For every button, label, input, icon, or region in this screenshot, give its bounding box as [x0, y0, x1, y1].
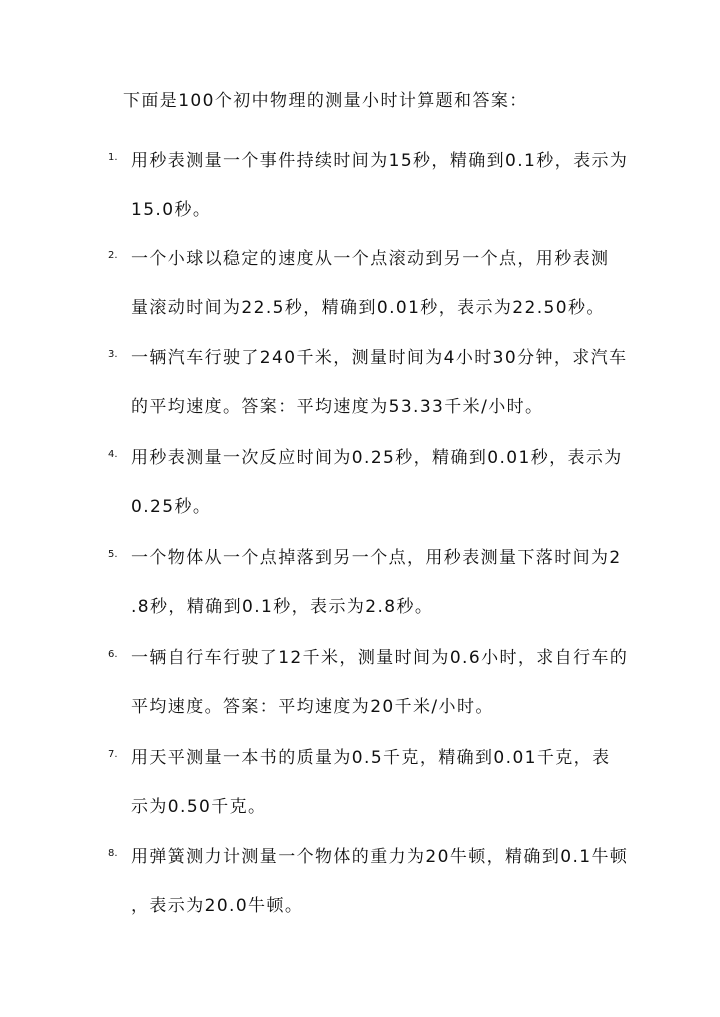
item-text-line: 的平均速度。答案：平均速度为53.33千米/小时。: [131, 397, 544, 417]
item-number: 8.: [108, 848, 118, 859]
item-text-line: 用秒表测量一个事件持续时间为15秒，精确到0.1秒，表示为: [131, 151, 629, 171]
item-number: 3.: [108, 349, 118, 360]
item-number: 5.: [108, 549, 118, 560]
item-text-line: ，表示为20.0牛顿。: [131, 896, 304, 916]
item-text-line: 0.25秒。: [131, 497, 212, 517]
item-text-line: .8秒，精确到0.1秒，表示为2.8秒。: [131, 597, 434, 617]
item-number: 4.: [108, 449, 118, 460]
item-text-line: 一个小球以稳定的速度从一个点滚动到另一个点，用秒表测: [131, 249, 610, 269]
item-text-line: 用天平测量一本书的质量为0.5千克，精确到0.01千克，表: [131, 748, 611, 768]
item-number: 2.: [108, 250, 118, 261]
item-text-line: 一个物体从一个点掉落到另一个点，用秒表测量下落时间为2: [131, 548, 622, 568]
item-text-line: 一辆汽车行驶了240千米，测量时间为4小时30分钟，求汽车: [131, 348, 628, 368]
item-number: 1.: [108, 152, 118, 163]
item-text-line: 用秒表测量一次反应时间为0.25秒，精确到0.01秒，表示为: [131, 448, 623, 468]
intro-text: 下面是100个初中物理的测量小时计算题和答案：: [123, 91, 528, 111]
item-text-line: 量滚动时间为22.5秒，精确到0.01秒，表示为22.50秒。: [131, 298, 605, 318]
item-text-line: 平均速度。答案：平均速度为20千米/小时。: [131, 697, 494, 717]
item-text-line: 用弹簧测力计测量一个物体的重力为20牛顿，精确到0.1牛顿: [131, 847, 629, 867]
item-number: 7.: [108, 749, 118, 760]
item-text-line: 15.0秒。: [131, 200, 212, 220]
item-number: 6.: [108, 649, 118, 660]
item-text-line: 一辆自行车行驶了12千米，测量时间为0.6小时，求自行车的: [131, 648, 629, 668]
item-text-line: 示为0.50千克。: [131, 797, 267, 817]
